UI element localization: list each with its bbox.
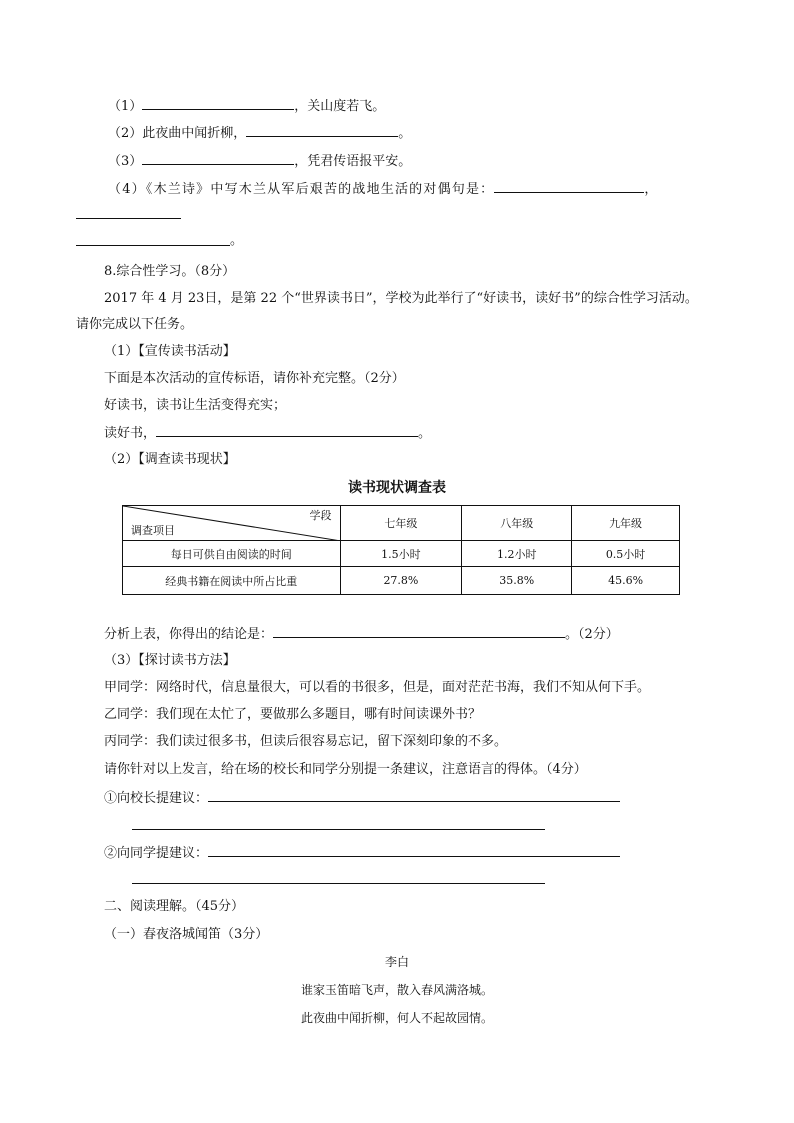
answer-blank[interactable] (142, 152, 294, 165)
section-title: 二、阅读理解。（45分） (104, 899, 245, 914)
task-desc: 请你针对以上发言，给在场的校长和同学分别提一条建议，注意语言的得体。（4分） (104, 762, 587, 777)
slogan-line: 读好书， 。 (104, 426, 432, 441)
poem-line: 谁家玉笛暗飞声，散入春风满洛城。 (300, 983, 493, 997)
slogan-line: 好读书，读书让生活变得充实； (104, 398, 287, 413)
fill-item-4: （4）《木兰诗》中写木兰从军后艰苦的战地生活的对偶句是： ， (108, 182, 659, 197)
diagonal-header-cell: 学段 调查项目 (123, 506, 341, 541)
section-title: 8.综合性学习。（8分） (104, 264, 236, 279)
table-cell: 27.8% (340, 567, 462, 595)
answer-blank[interactable] (273, 625, 565, 638)
row-label: 每日可供自由阅读的时间 (123, 541, 341, 567)
suggestion-line: ①向校长提建议： (104, 789, 620, 808)
table-cell: 1.2小时 (462, 541, 572, 567)
student-statement: 丙同学：我们读过很多书，但读后很容易忘记，留下深刻印象的不多。 (104, 734, 508, 749)
table-row (123, 541, 680, 567)
answer-blank[interactable] (132, 829, 545, 830)
poem-line: 此夜曲中闻折柳，何人不起故园情。 (300, 1011, 493, 1025)
subsection-title: （一）春夜洛城闻笛（3分） (104, 927, 269, 942)
fill-item-1: （1） ，关山度若飞。 (108, 99, 386, 114)
column-header: 八年级 (462, 506, 572, 541)
answer-blank[interactable] (142, 97, 294, 110)
student-statement: 甲同学：网络时代，信息量很大，可以看的书很多，但是，面对茫茫书海，我们不知从何下手。 (104, 680, 651, 695)
fill-item-3: （3） ，凭君传语报平安。 (108, 154, 412, 169)
answer-blank[interactable] (208, 844, 620, 857)
table-title: 读书现状调查表 (348, 480, 446, 496)
fill-item-2: （2）此夜曲中闻折柳， 。 (108, 126, 412, 141)
table-row (123, 567, 680, 595)
table-cell: 45.6% (572, 567, 680, 595)
analysis-line: 分析上表，你得出的结论是： 。（2分） (104, 627, 619, 642)
table-cell: 35.8% (462, 567, 572, 595)
table-cell: 1.5小时 (340, 541, 462, 567)
column-header: 七年级 (340, 506, 462, 541)
student-statement: 乙同学：我们现在太忙了，要做那么多题目，哪有时间读课外书？ (104, 707, 482, 722)
answer-blank[interactable] (156, 424, 418, 437)
intro-text: 请你完成以下任务。 (76, 317, 194, 332)
intro-text: 2017 年 4 月 23日，是第 22 个“世界读书日”，学校为此举行了“好读书，读好书”的综合性学习活动。 (104, 291, 698, 306)
answer-blank[interactable] (76, 218, 181, 219)
poem-author: 李白 (384, 955, 409, 969)
suggestion-line: ②向同学提建议： (104, 844, 620, 863)
answer-blank[interactable] (246, 124, 398, 137)
table-header-row (123, 506, 680, 541)
column-header: 九年级 (572, 506, 680, 541)
answer-blank[interactable] (132, 883, 545, 884)
row-label: 经典书籍在阅读中所占比重 (123, 567, 341, 595)
answer-blank[interactable] (494, 180, 644, 193)
survey-table (122, 505, 680, 595)
task-desc: 下面是本次活动的宣传标语，请你补充完整。（2分） (104, 371, 405, 386)
answer-blank[interactable] (76, 245, 230, 246)
table-cell: 0.5小时 (572, 541, 680, 567)
answer-blank[interactable] (208, 789, 620, 802)
task-title: （2）【调查读书现状】 (104, 452, 236, 467)
task-title: （1）【宣传读书活动】 (104, 344, 236, 359)
task-title: （3）【探讨读书方法】 (104, 653, 236, 668)
